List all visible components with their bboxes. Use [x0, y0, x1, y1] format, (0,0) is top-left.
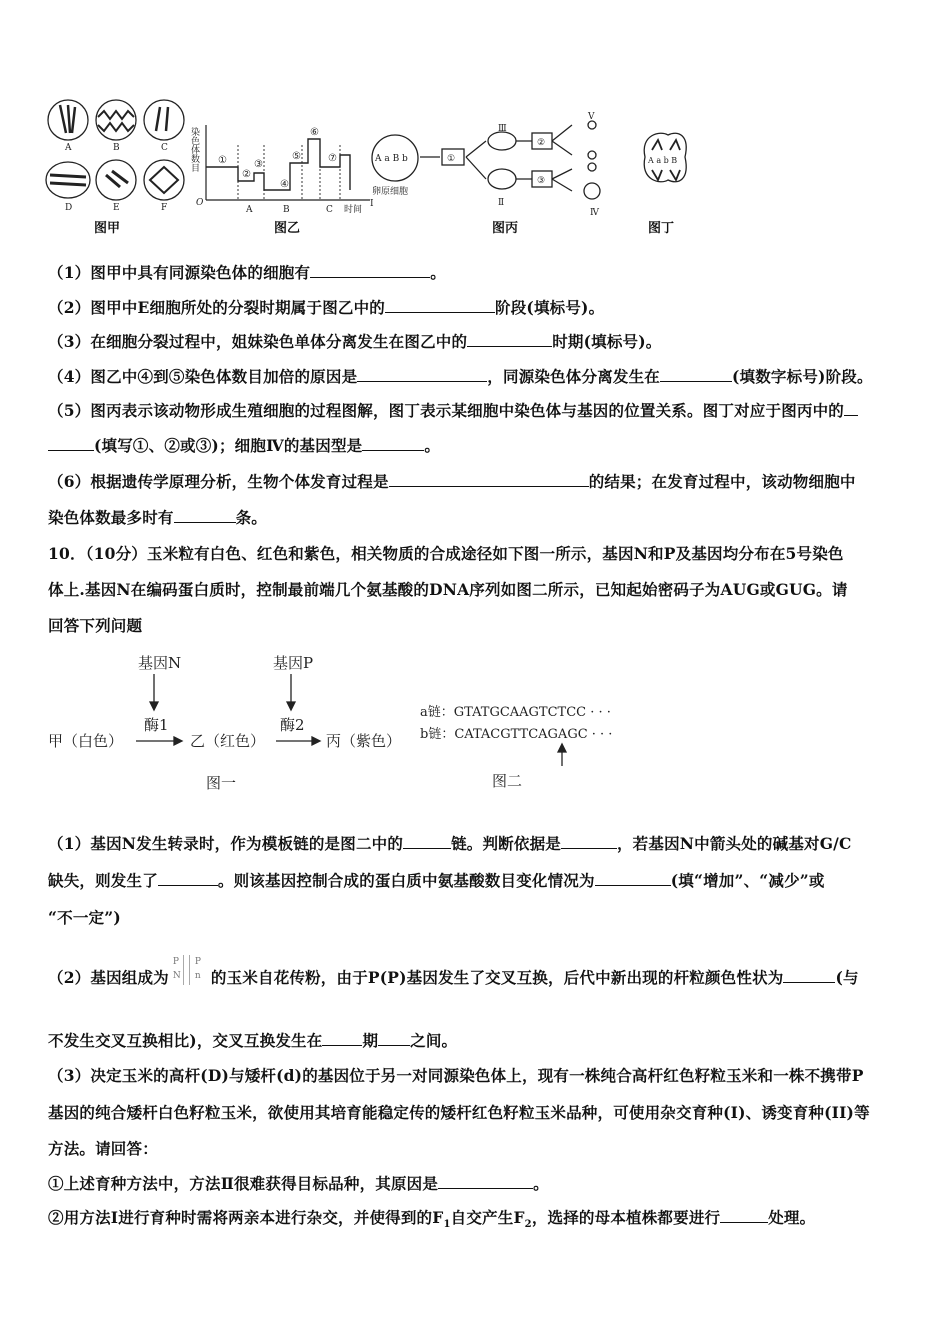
- q10-item-1b: [48, 869, 825, 891]
- label-jia: 图甲: [94, 221, 121, 236]
- q9-text: （6）根据遗传学原理分析，生物个体发育过程是: [48, 472, 389, 491]
- q10-text: (填“增加”、“减少”或: [670, 871, 825, 890]
- q9-text: 条。: [235, 508, 268, 527]
- cell-e: [96, 160, 136, 200]
- figure-row-middle: [40, 646, 660, 801]
- q10-text: (与: [835, 968, 859, 987]
- chain-a: a链：GTATGCAAGTCTCC · · ·: [420, 705, 611, 720]
- q9-text: (填数字标号)阶段。: [732, 367, 873, 386]
- q10-item-1c: “不一定”): [48, 908, 121, 927]
- yi-mark: ②: [242, 169, 251, 180]
- bing-roman: Ⅴ: [588, 112, 595, 122]
- ding-genes: A a b B: [648, 156, 678, 165]
- q10-item-2b: [48, 1029, 457, 1051]
- answer-blank[interactable]: [438, 1174, 533, 1189]
- q9-item-5: [48, 399, 858, 421]
- label-bing: 图丙: [492, 221, 519, 236]
- answer-blank[interactable]: [322, 1031, 362, 1046]
- subscript: 1: [443, 1219, 451, 1231]
- figure-label-1: 图一: [206, 774, 237, 792]
- q10-item-3c: 方法。请回答：: [48, 1139, 158, 1158]
- q10-text: 。则该基因控制合成的蛋白质中氨基酸数目变化情况为: [217, 871, 595, 890]
- answer-blank[interactable]: [660, 367, 732, 382]
- cell-letter: D: [65, 203, 73, 213]
- yi-stage: C: [326, 205, 333, 215]
- bing-roman: Ⅲ: [498, 124, 507, 134]
- cell-letter: B: [113, 143, 120, 153]
- cell-letter: A: [65, 143, 72, 153]
- q9-item-5b: [48, 434, 440, 456]
- q10-item-3: （3）决定玉米的高杆(D)与矮杆(d)的基因位于另一对同源染色体上，现有一株纯合高杆红色籽粒玉米和一株不携带P: [48, 1066, 864, 1085]
- cell-letter: C: [161, 143, 168, 153]
- answer-blank[interactable]: [561, 834, 617, 849]
- yi-stage: B: [283, 205, 290, 215]
- answer-blank[interactable]: [403, 834, 451, 849]
- q10-item-1: [48, 832, 852, 854]
- q9-item-4: [48, 365, 873, 387]
- q10-text: 。: [533, 1174, 549, 1193]
- genotype-char: P: [172, 957, 180, 967]
- answer-blank[interactable]: [48, 436, 94, 451]
- q10-text: 的玉米自花传粉，由于P(P)基因发生了交叉互换，后代中新出现的杆粒颜色性状为: [210, 968, 784, 987]
- bing-genes: A a B b: [375, 154, 408, 164]
- q10-text: 不发生交叉互换相比)，交叉互换发生在: [48, 1031, 323, 1050]
- q9-text: 时期(填标号)。: [552, 332, 662, 351]
- bing-step: ①: [447, 154, 456, 164]
- q10-text: ，若基因N中箭头处的碱基对G/C: [616, 834, 852, 853]
- q9-text: （1）图甲中具有同源染色体的细胞有: [48, 263, 311, 282]
- yi-mark: ⑤: [292, 151, 301, 162]
- q10-text: 缺失，则发生了: [48, 871, 158, 890]
- q9-text: （5）图丙表示该动物形成生殖细胞的过程图解，图丁表示某细胞中染色体与基因的位置关系。图丁对应于图丙中的: [48, 401, 844, 420]
- cell-a: [48, 100, 88, 140]
- genotype-char: n: [194, 971, 201, 981]
- q9-text: 染色体数最多时有: [48, 508, 174, 527]
- yi-origin: O: [196, 198, 204, 208]
- q9-text: （3）在细胞分裂过程中，姐妹染色单体分离发生在图乙中的: [48, 332, 468, 351]
- answer-blank[interactable]: [158, 871, 218, 886]
- genotype-figure: [169, 957, 211, 989]
- q10-text: （1）基因N发生转录时，作为模板链的是图二中的: [48, 834, 404, 853]
- q9-text: （2）图甲中E细胞所处的分裂时期属于图乙中的: [48, 298, 386, 317]
- subscript: 2: [524, 1219, 532, 1231]
- yi-stage: A: [246, 205, 253, 215]
- q10-item-3b: 基因的纯合矮杆白色籽粒玉米，欲使用其培育能稳定传的矮杆红色籽粒玉米品种，可使用杂交育种(I)、诱变育种(II)等: [48, 1103, 870, 1122]
- yi-mark: ⑦: [328, 153, 337, 164]
- q10-item-3-2: [48, 1206, 815, 1230]
- q9-text: ，同源染色体分离发生在: [487, 367, 660, 386]
- enzyme2: 酶2: [280, 716, 305, 734]
- answer-blank[interactable]: [362, 436, 424, 451]
- answer-blank[interactable]: [389, 472, 589, 487]
- yi-xlabel: 时间: [344, 205, 363, 215]
- label-yi: 图乙: [274, 221, 301, 236]
- substance-yi: 乙（红色）: [190, 732, 266, 750]
- figure-row-top: [40, 95, 720, 240]
- answer-blank[interactable]: [844, 401, 858, 416]
- bing-roman: Ⅳ: [590, 208, 599, 218]
- chain-b: b链：CATACGTTCAGAGC · · ·: [420, 727, 613, 742]
- cell-d: [46, 162, 90, 198]
- cell-c: [144, 100, 184, 140]
- bing-cell-label: 卵原细胞: [372, 187, 409, 197]
- q10-intro-2: 体上.基因N在编码蛋白质时，控制最前端几个氨基酸的DNA序列如图二所示，已知起始密码子为AUG或GUG。请: [48, 580, 848, 599]
- bing-roman: Ⅱ: [498, 198, 505, 208]
- yi-mark: ⑥: [310, 127, 319, 138]
- yi-mark: ①: [218, 155, 227, 166]
- q9-text: （4）图乙中④到⑤染色体数目加倍的原因是: [48, 367, 358, 386]
- q10-text: 自交产生F: [450, 1208, 525, 1227]
- substance-jia: 甲（白色）: [48, 732, 124, 750]
- q10-text: ①上述育种方法中，方法Ⅱ很难获得目标品种，其原因是: [48, 1174, 439, 1193]
- bing-step: ③: [537, 176, 546, 186]
- answer-blank[interactable]: [783, 968, 835, 983]
- q10-text: 处理。: [768, 1208, 816, 1227]
- bing-step: ②: [537, 138, 546, 148]
- answer-blank[interactable]: [174, 508, 236, 523]
- answer-blank[interactable]: [720, 1208, 768, 1223]
- label-ding: 图丁: [648, 221, 675, 236]
- cell-b: [96, 100, 136, 140]
- substance-bing: 丙（紫色）: [326, 732, 402, 750]
- q9-text: 。: [424, 436, 441, 455]
- genotype-char: P: [194, 957, 202, 967]
- q9-item-6b: [48, 506, 267, 528]
- q10-item-2: [48, 957, 859, 989]
- gene-n: 基因N: [138, 654, 182, 672]
- q9-text: (填写①、②或③)；细胞Ⅳ的基因型是: [94, 436, 363, 455]
- yi-ylabel: 染色体数目: [189, 127, 199, 172]
- q9-item-1: [48, 261, 446, 283]
- gene-p: 基因P: [273, 654, 314, 672]
- q10-intro-1: 10．（10分）玉米粒有白色、红色和紫色，相关物质的合成途径如下图一所示，基因N和P及基因均分布在5号染色: [48, 544, 844, 563]
- cell-letter: E: [113, 203, 120, 213]
- yi-mark: ④: [280, 179, 289, 190]
- answer-blank[interactable]: [595, 871, 671, 886]
- figure-yi: [189, 125, 370, 215]
- q10-text: ，选择的母本植株都要进行: [531, 1208, 721, 1227]
- enzyme1: 酶1: [144, 716, 169, 734]
- answer-blank[interactable]: [378, 1031, 410, 1046]
- q10-intro-3: 回答下列问题: [48, 616, 143, 635]
- q9-item-2: [48, 296, 604, 318]
- q9-text: 的结果；在发育过程中，该动物细胞中: [588, 472, 856, 491]
- answer-blank[interactable]: [357, 367, 487, 382]
- q10-text: （2）基因组成为: [48, 968, 169, 987]
- figure-label-2: 图二: [492, 772, 523, 790]
- q9-item-3: [48, 330, 661, 352]
- q9-text: 。: [430, 263, 446, 282]
- genotype-char: N: [172, 971, 181, 981]
- cell-f: [144, 160, 184, 200]
- q10-text: 期: [362, 1031, 379, 1050]
- q10-text: ②用方法I进行育种时需将两亲本进行杂交，并使得到的F: [48, 1208, 444, 1227]
- q10-item-3-1: [48, 1172, 549, 1194]
- bing-roman: Ⅰ: [370, 199, 374, 209]
- q10-text: 之间。: [410, 1031, 458, 1050]
- cell-letter: F: [161, 203, 168, 213]
- answer-blank[interactable]: [385, 298, 495, 313]
- q9-item-6: [48, 470, 856, 492]
- answer-blank[interactable]: [310, 263, 430, 278]
- q9-text: 阶段(填标号)。: [495, 298, 605, 317]
- answer-blank[interactable]: [467, 332, 552, 347]
- yi-mark: ③: [254, 159, 263, 170]
- q10-text: 链。判断依据是: [451, 834, 561, 853]
